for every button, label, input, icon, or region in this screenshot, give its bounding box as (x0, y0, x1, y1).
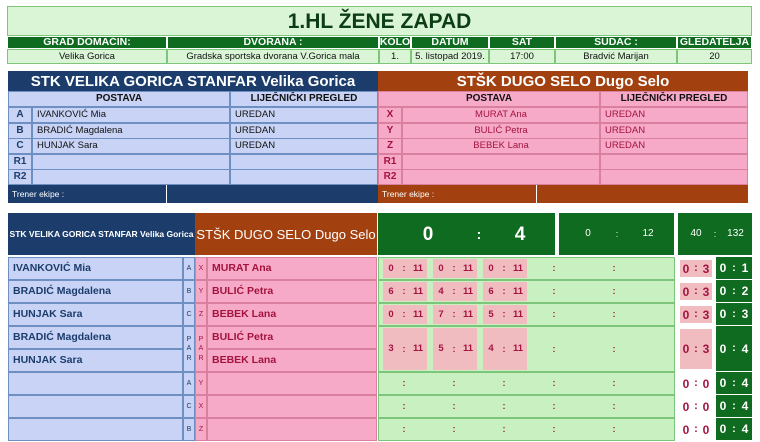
info-value: 5. listopad 2019. (411, 49, 489, 64)
match-home-code: C (183, 395, 195, 418)
total-score-colon: : (473, 213, 485, 255)
set-away-points: 11 (409, 259, 427, 278)
set-home-points (433, 374, 449, 393)
trener-label: Trener ekipe : (8, 185, 166, 203)
set-home-points (383, 397, 399, 416)
set-home-points (593, 420, 609, 439)
match-sets-away: 3 (700, 306, 712, 323)
set-away-points (619, 259, 637, 278)
sets-colon: : (612, 213, 622, 255)
match-home-code: C (183, 303, 195, 326)
running-colon: : (730, 372, 738, 395)
player-name (32, 169, 230, 185)
points-away: 132 (719, 213, 752, 255)
info-header: SAT (489, 36, 555, 49)
set-home-points: 0 (483, 259, 499, 278)
player-name (402, 154, 600, 170)
medical-status: UREDAN (230, 107, 378, 123)
match-sets-home: 0 (680, 329, 692, 369)
player-code: A (8, 107, 32, 123)
page-title: 1.HL ŽENE ZAPAD (7, 6, 752, 36)
set-colon: : (612, 263, 616, 273)
match-sets-colon: : (694, 400, 698, 412)
set-colon: : (449, 328, 459, 370)
set-home-points (593, 397, 609, 416)
match-away-code: X (195, 395, 207, 418)
set-colon: : (402, 378, 406, 388)
set-home-points: 0 (433, 259, 449, 278)
player-code: Y (378, 123, 402, 139)
player-name: BEBEK Lana (402, 138, 600, 154)
info-value: 20 (677, 49, 752, 64)
match-home-code: B (183, 418, 195, 441)
set-home-points (533, 305, 549, 324)
running-away: 4 (738, 326, 752, 372)
match-away-code: Y (195, 280, 207, 303)
info-value: Velika Gorica (7, 49, 167, 64)
set-away-points: 11 (409, 305, 427, 324)
set-colon: : (499, 259, 509, 278)
set-home-points (433, 420, 449, 439)
match-away-code: Z (195, 303, 207, 326)
set-away-points (459, 374, 477, 393)
match-sets-home: 0 (680, 283, 692, 300)
player-code: R1 (8, 154, 32, 170)
set-home-points (593, 374, 609, 393)
set-away-points (619, 305, 637, 324)
running-home: 0 (716, 303, 730, 326)
sets-away: 12 (622, 213, 674, 255)
match-home-player: BRADIĆ Magdalena (8, 326, 183, 349)
player-code: R2 (8, 169, 32, 185)
set-home-points (533, 397, 549, 416)
running-away: 4 (738, 395, 752, 418)
set-colon: : (452, 401, 456, 411)
set-away-points: 11 (509, 282, 527, 301)
set-home-points: 0 (383, 305, 399, 324)
match-sets-colon: : (694, 423, 698, 435)
set-home-points (593, 328, 609, 370)
player-code: B (8, 123, 32, 139)
set-home-points (483, 420, 499, 439)
match-sets-away: 0 (702, 376, 710, 391)
set-colon: : (452, 424, 456, 434)
running-colon: : (730, 257, 738, 280)
running-away: 1 (738, 257, 752, 280)
set-away-points (619, 374, 637, 393)
player-name: IVANKOVIĆ Mia (32, 107, 230, 123)
running-away: 4 (738, 372, 752, 395)
set-away-points: 11 (459, 328, 477, 370)
set-colon: : (399, 282, 409, 301)
set-home-points: 6 (483, 282, 499, 301)
set-colon: : (552, 424, 556, 434)
points-home: 40 (676, 213, 714, 255)
match-away-code: Y (195, 372, 207, 395)
match-home-player: IVANKOVIĆ Mia (8, 257, 183, 280)
set-away-points (409, 420, 427, 439)
running-home: 0 (716, 326, 730, 372)
player-code: C (8, 138, 32, 154)
match-home-player (8, 418, 183, 441)
set-colon: : (502, 401, 506, 411)
set-colon: : (552, 343, 556, 354)
running-home: 0 (716, 418, 730, 441)
match-sets-home: 0 (682, 376, 690, 391)
team-name-header: STK VELIKA GORICA STANFAR Velika Gorica (8, 71, 378, 91)
set-home-points: 0 (383, 259, 399, 278)
sets-home: 0 (557, 213, 617, 255)
trener-label: Trener ekipe : (378, 185, 536, 203)
player-code: X (378, 107, 402, 123)
running-colon: : (730, 395, 738, 418)
team-name-header: STŠK DUGO SELO Dugo Selo (378, 71, 748, 91)
set-colon: : (552, 309, 556, 319)
running-colon: : (730, 303, 738, 326)
set-colon: : (399, 259, 409, 278)
match-home-code: B (183, 280, 195, 303)
match-home-code: A (183, 257, 195, 280)
match-sets-home: 0 (680, 306, 692, 323)
match-away-code: P A R (195, 326, 207, 372)
set-home-points: 5 (433, 328, 449, 370)
info-header: GLEDATELJA (677, 36, 752, 49)
set-colon: : (612, 286, 616, 296)
match-away-code: Z (195, 418, 207, 441)
set-colon: : (499, 282, 509, 301)
set-away-points (559, 259, 577, 278)
results-away-name: STŠK DUGO SELO Dugo Selo (195, 213, 377, 255)
set-colon: : (499, 305, 509, 324)
set-colon: : (552, 401, 556, 411)
set-away-points: 11 (459, 259, 477, 278)
match-home-code: A (183, 372, 195, 395)
match-sets-colon: : (694, 377, 698, 389)
medical-status: UREDAN (600, 107, 748, 123)
set-home-points (483, 374, 499, 393)
match-sets-away: 3 (700, 260, 712, 277)
match-away-player (207, 372, 377, 395)
running-home: 0 (716, 395, 730, 418)
set-away-points (619, 328, 637, 370)
set-away-points (459, 420, 477, 439)
match-away-code: X (195, 257, 207, 280)
set-home-points: 4 (433, 282, 449, 301)
running-home: 0 (716, 372, 730, 395)
medical-status (230, 169, 378, 185)
set-away-points (619, 420, 637, 439)
info-header: DATUM (411, 36, 489, 49)
set-colon: : (399, 328, 409, 370)
set-colon: : (502, 424, 506, 434)
match-sets-colon: : (692, 260, 700, 277)
info-value: Gradska sportska dvorana V.Gorica mala (167, 49, 379, 64)
set-away-points: 11 (459, 282, 477, 301)
set-away-points (559, 374, 577, 393)
match-away-player (207, 418, 377, 441)
match-sets-away: 0 (702, 399, 710, 414)
running-colon: : (730, 418, 738, 441)
set-colon: : (552, 378, 556, 388)
match-sets-home: 0 (680, 260, 692, 277)
match-away-player: BEBEK Lana (207, 303, 377, 326)
info-value: 1. (379, 49, 411, 64)
total-score-home: 0 (378, 213, 478, 255)
postava-header: POSTAVA (8, 91, 230, 107)
info-value: Bradvić Marijan (555, 49, 677, 64)
set-colon: : (452, 378, 456, 388)
set-away-points: 11 (509, 328, 527, 370)
info-header: KOLO (379, 36, 411, 49)
set-away-points (559, 305, 577, 324)
match-sets-colon: : (692, 329, 700, 369)
player-name (402, 169, 600, 185)
set-home-points (383, 374, 399, 393)
pregled-header: LIJEČNIČKI PREGLED (230, 91, 378, 107)
set-colon: : (402, 424, 406, 434)
info-header: GRAD DOMAĆIN: (7, 36, 167, 49)
match-home-player (8, 395, 183, 418)
running-home: 0 (716, 257, 730, 280)
set-colon: : (449, 282, 459, 301)
set-colon: : (552, 286, 556, 296)
set-home-points (433, 397, 449, 416)
info-header: SUDAC : (555, 36, 677, 49)
set-home-points: 6 (383, 282, 399, 301)
set-away-points: 11 (509, 259, 527, 278)
set-away-points (559, 397, 577, 416)
player-code: R2 (378, 169, 402, 185)
set-away-points (509, 374, 527, 393)
set-away-points: 11 (459, 305, 477, 324)
set-colon: : (449, 305, 459, 324)
info-header: DVORANA : (167, 36, 379, 49)
medical-status (230, 154, 378, 170)
total-score-away: 4 (485, 213, 555, 255)
set-home-points: 4 (483, 328, 499, 370)
match-sets-away: 3 (700, 329, 712, 369)
pregled-header: LIJEČNIČKI PREGLED (600, 91, 748, 107)
match-home-player (8, 372, 183, 395)
running-colon: : (730, 280, 738, 303)
player-name (32, 154, 230, 170)
info-value: 17:00 (489, 49, 555, 64)
set-away-points (559, 282, 577, 301)
set-home-points (533, 420, 549, 439)
set-away-points (619, 397, 637, 416)
medical-status: UREDAN (600, 138, 748, 154)
trener-value (536, 185, 748, 203)
results-home-name: STK VELIKA GORICA STANFAR Velika Gorica (8, 213, 195, 255)
match-sets-home: 0 (682, 399, 690, 414)
set-home-points: 3 (383, 328, 399, 370)
set-colon: : (499, 328, 509, 370)
set-colon: : (552, 263, 556, 273)
match-sets-away: 3 (700, 283, 712, 300)
player-code: R1 (378, 154, 402, 170)
match-sets-colon: : (692, 306, 700, 323)
set-colon: : (612, 309, 616, 319)
set-away-points (409, 397, 427, 416)
set-home-points: 5 (483, 305, 499, 324)
set-home-points (593, 305, 609, 324)
medical-status (600, 169, 748, 185)
set-home-points (593, 259, 609, 278)
set-colon: : (449, 259, 459, 278)
points-colon: : (711, 213, 719, 255)
match-home-code: P A R (183, 326, 195, 372)
set-colon: : (399, 305, 409, 324)
running-home: 0 (716, 280, 730, 303)
match-away-player: BULIĆ Petra (207, 280, 377, 303)
set-away-points (619, 282, 637, 301)
running-colon: : (730, 326, 738, 372)
match-home-player: HUNJAK Sara (8, 303, 183, 326)
set-home-points (533, 259, 549, 278)
set-away-points: 11 (409, 282, 427, 301)
set-colon: : (612, 401, 616, 411)
match-sets-home: 0 (682, 422, 690, 437)
set-home-points (533, 328, 549, 370)
match-away-player: BULIĆ Petra (207, 326, 377, 349)
match-sets-away: 0 (702, 422, 710, 437)
set-colon: : (402, 401, 406, 411)
match-away-player (207, 395, 377, 418)
set-home-points: 7 (433, 305, 449, 324)
set-away-points (509, 397, 527, 416)
match-away-player: MURAT Ana (207, 257, 377, 280)
player-name: BULIĆ Petra (402, 123, 600, 139)
medical-status (600, 154, 748, 170)
medical-status: UREDAN (600, 123, 748, 139)
set-home-points (533, 374, 549, 393)
running-away: 2 (738, 280, 752, 303)
medical-status: UREDAN (230, 123, 378, 139)
running-away: 3 (738, 303, 752, 326)
player-name: BRADIĆ Magdalena (32, 123, 230, 139)
set-home-points (483, 397, 499, 416)
medical-status: UREDAN (230, 138, 378, 154)
player-code: Z (378, 138, 402, 154)
set-home-points (383, 420, 399, 439)
set-home-points (533, 282, 549, 301)
set-colon: : (502, 378, 506, 388)
set-away-points: 11 (409, 328, 427, 370)
match-home-player: BRADIĆ Magdalena (8, 280, 183, 303)
set-colon: : (612, 378, 616, 388)
player-name: MURAT Ana (402, 107, 600, 123)
match-home-player: HUNJAK Sara (8, 349, 183, 372)
set-colon: : (612, 343, 616, 354)
player-name: HUNJAK Sara (32, 138, 230, 154)
set-away-points (509, 420, 527, 439)
set-away-points (559, 328, 577, 370)
trener-value (166, 185, 378, 203)
postava-header: POSTAVA (378, 91, 600, 107)
match-sets-colon: : (692, 283, 700, 300)
set-away-points: 11 (509, 305, 527, 324)
running-away: 4 (738, 418, 752, 441)
set-away-points (409, 374, 427, 393)
set-home-points (593, 282, 609, 301)
set-colon: : (612, 424, 616, 434)
set-away-points (559, 420, 577, 439)
set-away-points (459, 397, 477, 416)
match-away-player: BEBEK Lana (207, 349, 377, 372)
